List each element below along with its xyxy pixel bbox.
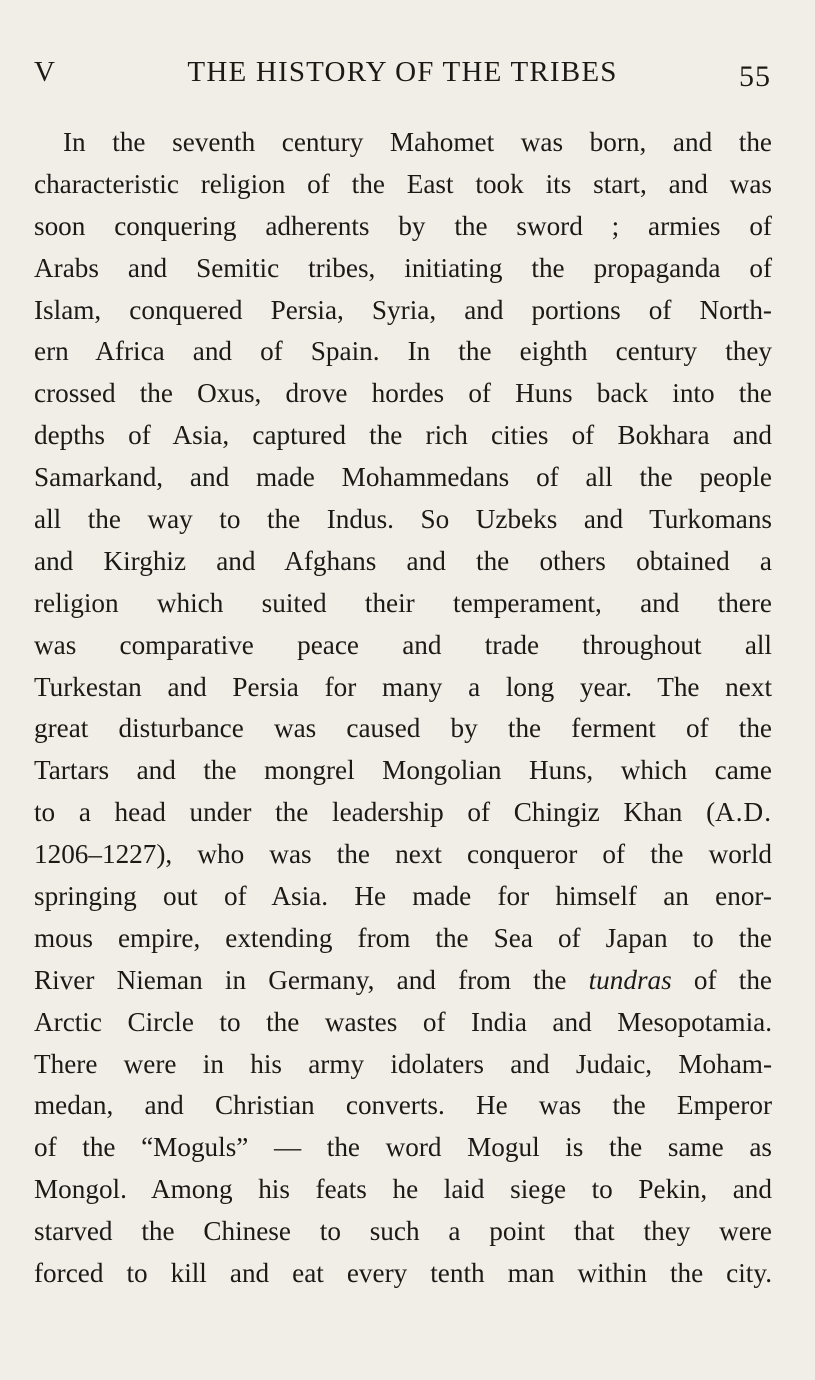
text-line-with-italic (34, 960, 772, 1002)
text-line: all the way to the Indus. So Uzbeks and Turkomans (34, 504, 772, 535)
text-line: Islam, conquered Persia, Syria, and portions of North- (34, 294, 772, 325)
text-line: springing out of Asia. He made for himself an enor- (34, 881, 772, 912)
text-line: In the seventh century Mahomet was born, and the (63, 127, 772, 157)
text-line: medan, and Christian converts. He was the Emperor (34, 1090, 772, 1121)
text-line: mous empire, extending from the Sea of Japan to the (34, 922, 772, 953)
text-line: and Kirghiz and Afghans and the others obtained a (34, 545, 772, 576)
text-line-with-smallcaps (34, 792, 772, 834)
text-line: starved the Chinese to such a point that they were (34, 1216, 772, 1247)
text-line: Mongol. Among his feats he laid siege to Pekin, and (34, 1174, 772, 1205)
text-line: 1206–1227), who was the next conqueror of the world (34, 839, 772, 870)
text-fragment: of the (671, 964, 772, 995)
text-fragment: to a head under the leadership of Chingiz Khan ( (34, 797, 716, 828)
page-number: 55 (739, 60, 771, 93)
text-line: Arctic Circle to the wastes of India and Mesopotamia. (34, 1006, 772, 1037)
italic-word: tundras (588, 964, 672, 995)
text-line: was comparative peace and trade throughout all (34, 629, 772, 660)
text-line: Turkestan and Persia for many a long year. The next (34, 671, 772, 702)
running-header (34, 52, 771, 96)
text-line: depths of Asia, captured the rich cities of Bokhara and (34, 420, 772, 451)
body-text (34, 122, 772, 1295)
text-line: characteristic religion of the East took its start, and was (34, 168, 772, 199)
text-line: forced to kill and eat every tenth man within the city. (34, 1258, 772, 1289)
text-line: of the “Moguls” — the word Mogul is the same as (34, 1132, 772, 1163)
text-fragment: River Nieman in Germany, and from the (34, 964, 589, 995)
text-line: great disturbance was caused by the ferment of the (34, 713, 772, 744)
text-line: crossed the Oxus, drove hordes of Huns back into the (34, 378, 772, 409)
text-line: There were in his army idolaters and Judaic, Moham- (34, 1048, 772, 1079)
text-line: Arabs and Semitic tribes, initiating the propaganda of (34, 252, 772, 283)
text-line: Tartars and the mongrel Mongolian Huns, which came (34, 755, 772, 786)
text-line: soon conquering adherents by the sword ; armies of (34, 210, 772, 241)
smallcaps-era: A.D. (715, 797, 772, 828)
text-line: religion which suited their temperament, and there (34, 587, 772, 618)
text-line: Samarkand, and made Mohammedans of all the people (34, 462, 772, 493)
running-title: THE HISTORY OF THE TRIBES (187, 56, 618, 88)
chapter-number: V (34, 56, 56, 88)
text-line: ern Africa and of Spain. In the eighth century they (34, 336, 772, 367)
